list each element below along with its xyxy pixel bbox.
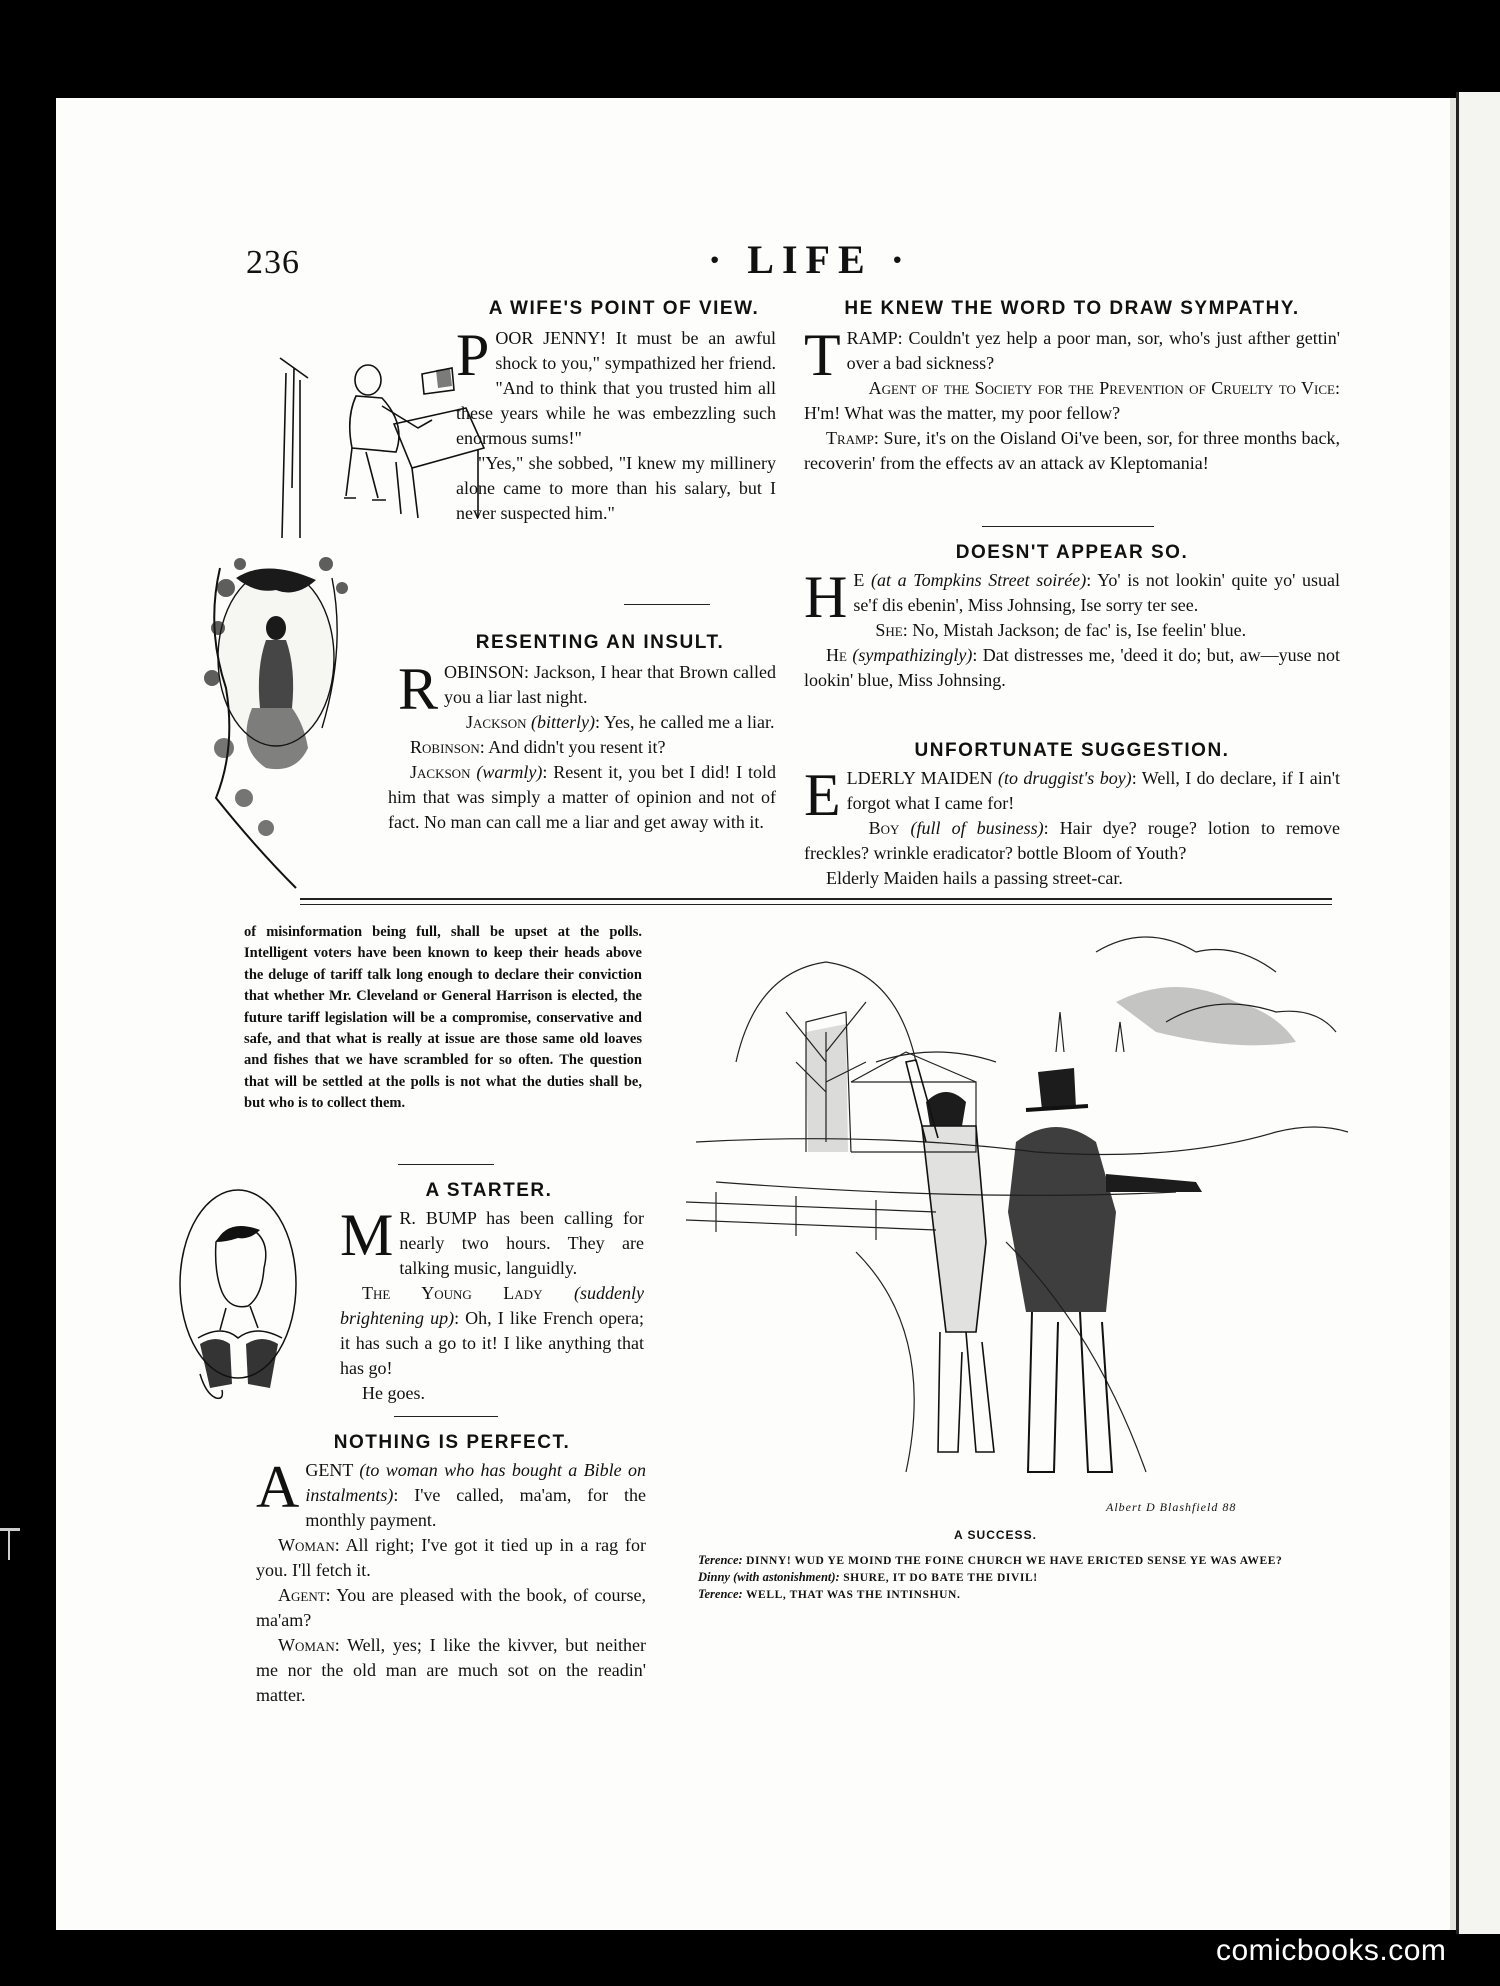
drop-cap: M [340,1202,394,1268]
heading-unfortunate-suggestion: UNFORTUNATE SUGGESTION. [914,740,1230,761]
caption-a-success: A SUCCESS. [954,1528,1037,1542]
tariff-paragraph: of misinformation being full, shall be upset at the polls. Intelligent voters have been known to keep their heads above the deluge of tariff talk long enough to declare their conviction that whether Mr. Cleveland or General Harrison is elected, the future tariff legislation will be a compromise, conservative and safe, and that what is really at issue are those same old loaves and fishes that we have scrambled for so often. The question that will be settled at the polls is not what the duties shall be, but who is to collect them. [244,924,642,1112]
section-rule [398,1164,494,1165]
drop-cap: H [804,564,848,630]
article-resenting-an-insult: ROBINSON: Jackson, I hear that Brown called you a liar last night. Jackson (bitterly): Yes, he called me a liar. Robinson: And didn't you resent it? Jackson (warmly): Resent it, you bet I did! I told him that was simply a matter of opinion and not of fact. No man can call me a liar and get away with it. [388,656,777,832]
artist-signature: Albert D Blashfield 88 [1106,1500,1237,1514]
section-rule [624,604,710,605]
article-doesnt-appear-so: H E (at a Tompkins Street soirée): Yo' is not lookin' quite yo' usual se'f dis ebenin', Miss Johnsing, Ise sorry ter see. She: No, Mistah Jackson; de fac' is, Ise feelin' blue. He (sympathizingly): Dat distresses me, 'deed it do; but, aw—yuse not lookin' blue, Miss Johnsing. [804,564,1340,690]
church-landscape-illustration [676,912,1352,1520]
heading-doesnt-appear-so: DOESN'T APPEAR SO. [955,542,1189,563]
article-wifes-point-of-view: POOR JENNY! It must be an awful shock to you," sympathized her friend. "And to think that you trusted him all these years while he was embezzling such enormous sums!" "Yes," she sobbed, "I knew my millinery alone came to more than his salary, but I never suspected him." [456,322,776,523]
article-unfortunate-suggestion: ELDERLY MAIDEN (to druggist's boy): Well, I do declare, if I ain't forgot what I came for! Boy (full of business): Hair dye? rouge? lotion to remove freckles? wrinkle eradicator? bottle Bloom of Youth? Elderly Maiden hails a passing street-car. [804,762,1341,888]
section-rule [394,1416,498,1417]
column-divider-rule [300,898,1332,905]
heading-draw-sympathy: HE KNEW THE WORD TO DRAW SYMPATHY. [844,298,1300,319]
caption-dialogue: Terence: DINNY! WUD YE MOIND THE FOINE CHURCH WE HAVE ERICTED SENSE YE WAS AWEE? Dinny (with astonishment): SHURE, IT DO BATE THE DIVIL! Terence: WELL, THAT WAS THE INTINSHUN. [698,1553,1283,1601]
drop-cap: T [804,322,841,388]
watermark: comicbooks.com [1216,1934,1447,1967]
gentleman-portrait-illustration [170,1188,310,1412]
page-number: 236 [246,244,300,281]
scan-artifact [8,1530,10,1560]
next-page-edge [1456,92,1500,1934]
masthead: · LIFE · [707,237,913,282]
heading-a-starter: A STARTER. [425,1180,553,1201]
heading-wifes-point-of-view: A WIFE'S POINT OF VIEW. [488,298,760,319]
article-nothing-is-perfect: AGENT (to woman who has bought a Bible on instalments): I've called, ma'am, for the monthly payment. Woman: All right; I've got it tied up in a rag for you. I'll fetch it. Agent: You are pleased with the book, of course, ma'am? Woman: Well, yes; I like the kivver, but neither me nor the old man are much sot on the readin' matter. [256,1454,646,1705]
drop-cap: P [456,322,490,388]
drop-cap: A [256,1454,300,1520]
heading-resenting-an-insult: RESENTING AN INSULT. [475,632,725,653]
scan-artifact [0,1528,20,1531]
article-draw-sympathy: TRAMP: Couldn't yez help a poor man, sor, who's just afther gettin' over a bad sickness? Agent of the Society for the Prevention of Cruelty to Vice: H'm! What was the matter, my poor fellow? Tramp: Sure, it's on the Oisland Oi've been, sor, for three months back, recoverin' from the effects av an attack av Kleptomania! [804,322,1340,473]
section-rule [982,526,1154,527]
heading-nothing-is-perfect: NOTHING IS PERFECT. [333,1432,571,1453]
article-a-starter: M R. BUMP has been calling for nearly two hours. They are talking music, languidly. The Young Lady (suddenly brightening up): Oh, I like French opera; it has such a go to it! I like anything that has go! He goes. [340,1202,644,1403]
drop-cap: R [398,656,439,722]
drop-cap: E [804,762,841,828]
